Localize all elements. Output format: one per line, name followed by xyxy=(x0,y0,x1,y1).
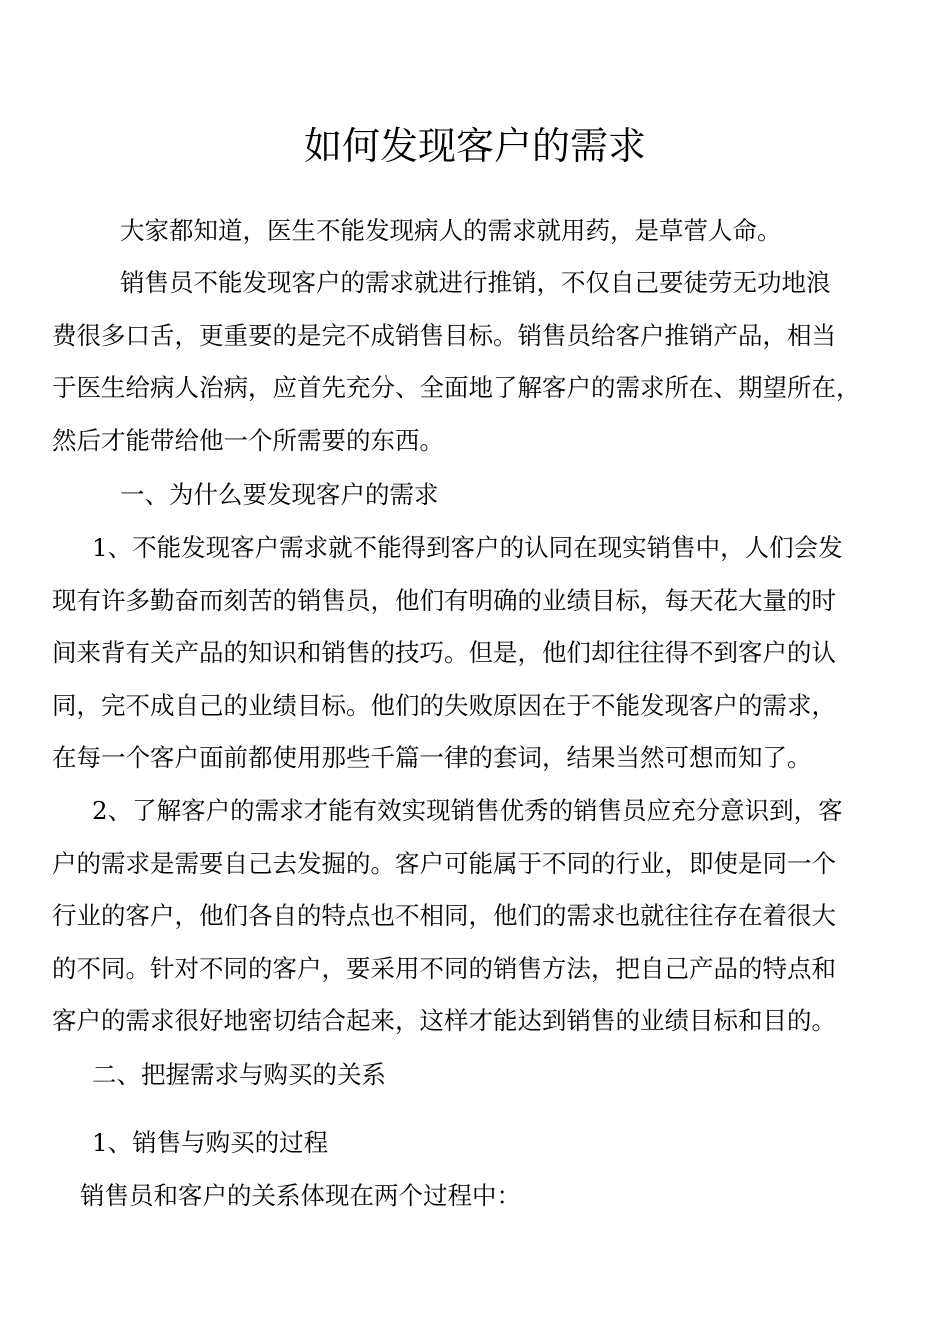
text-line: 费很多口舌，更重要的是完不成销售目标。销售员给客户推销产品，相当 xyxy=(52,320,836,350)
text-line xyxy=(52,522,892,575)
paragraph-intro xyxy=(52,205,892,258)
section-heading-two xyxy=(52,1049,892,1102)
text-line: 同，完不成自己的业绩目标。他们的失败原因在于不能发现客户的需求， xyxy=(52,690,836,720)
text-line: 二、把握需求与购买的关系 xyxy=(92,1060,386,1089)
paragraph-salesperson xyxy=(52,257,892,467)
text-line: 大家都知道，医生不能发现病人的需求就用药，是草菅人命。 xyxy=(120,216,782,245)
text-line: 的不同。针对不同的客户，要采用不同的销售方法，把自己产品的特点和 xyxy=(52,953,836,983)
section-heading-one xyxy=(52,469,892,522)
text-line: 在每一个客户面前都使用那些千篇一律的套词，结果当然可想而知了。 xyxy=(52,743,812,772)
text-line-content: 、了解客户的需求才能有效实现销售优秀的销售员应充分意识到，客 xyxy=(107,796,843,825)
text-line: 销售员和客户的关系体现在两个过程中： xyxy=(80,1181,521,1210)
item-number: 2 xyxy=(92,796,108,825)
text-line-content: 、销售与购买的过程 xyxy=(107,1128,329,1157)
subsection-heading-1 xyxy=(52,1117,892,1170)
numbered-paragraph-2 xyxy=(52,785,892,1048)
text-line: 间来背有关产品的知识和销售的技巧。但是，他们却往往得不到客户的认 xyxy=(52,638,836,667)
text-line: 一、为什么要发现客户的需求 xyxy=(120,480,439,509)
paragraph-relationship xyxy=(52,1170,892,1223)
text-line xyxy=(52,1117,892,1170)
document-title: 如何发现客户的需求 xyxy=(303,124,646,168)
text-line: 于医生给病人治病，应首先充分、全面地了解客户的需求所在、期望所在， xyxy=(52,373,861,402)
text-line: 然后才能带给他一个所需要的东西。 xyxy=(52,425,444,455)
item-number: 1 xyxy=(92,533,108,562)
text-line: 销售员不能发现客户的需求就进行推销，不仅自己要徒劳无功地浪 xyxy=(120,268,831,297)
text-line: 户的需求是需要自己去发掘的。客户可能属于不同的行业，即使是同一个 xyxy=(52,848,836,878)
text-line: 行业的客户，他们各自的特点也不相同，他们的需求也就往往存在着很大 xyxy=(52,901,836,930)
text-line xyxy=(52,785,892,838)
text-line-content: 、不能发现客户需求就不能得到客户的认同在现实销售中，人们会发 xyxy=(107,533,843,562)
text-line: 现有许多勤奋而刻苦的销售员，他们有明确的业绩目标，每天花大量的时 xyxy=(52,585,836,615)
item-number: 1 xyxy=(92,1128,108,1157)
numbered-paragraph-1 xyxy=(52,522,892,785)
text-line: 客户的需求很好地密切结合起来，这样才能达到销售的业绩目标和目的。 xyxy=(52,1006,836,1035)
